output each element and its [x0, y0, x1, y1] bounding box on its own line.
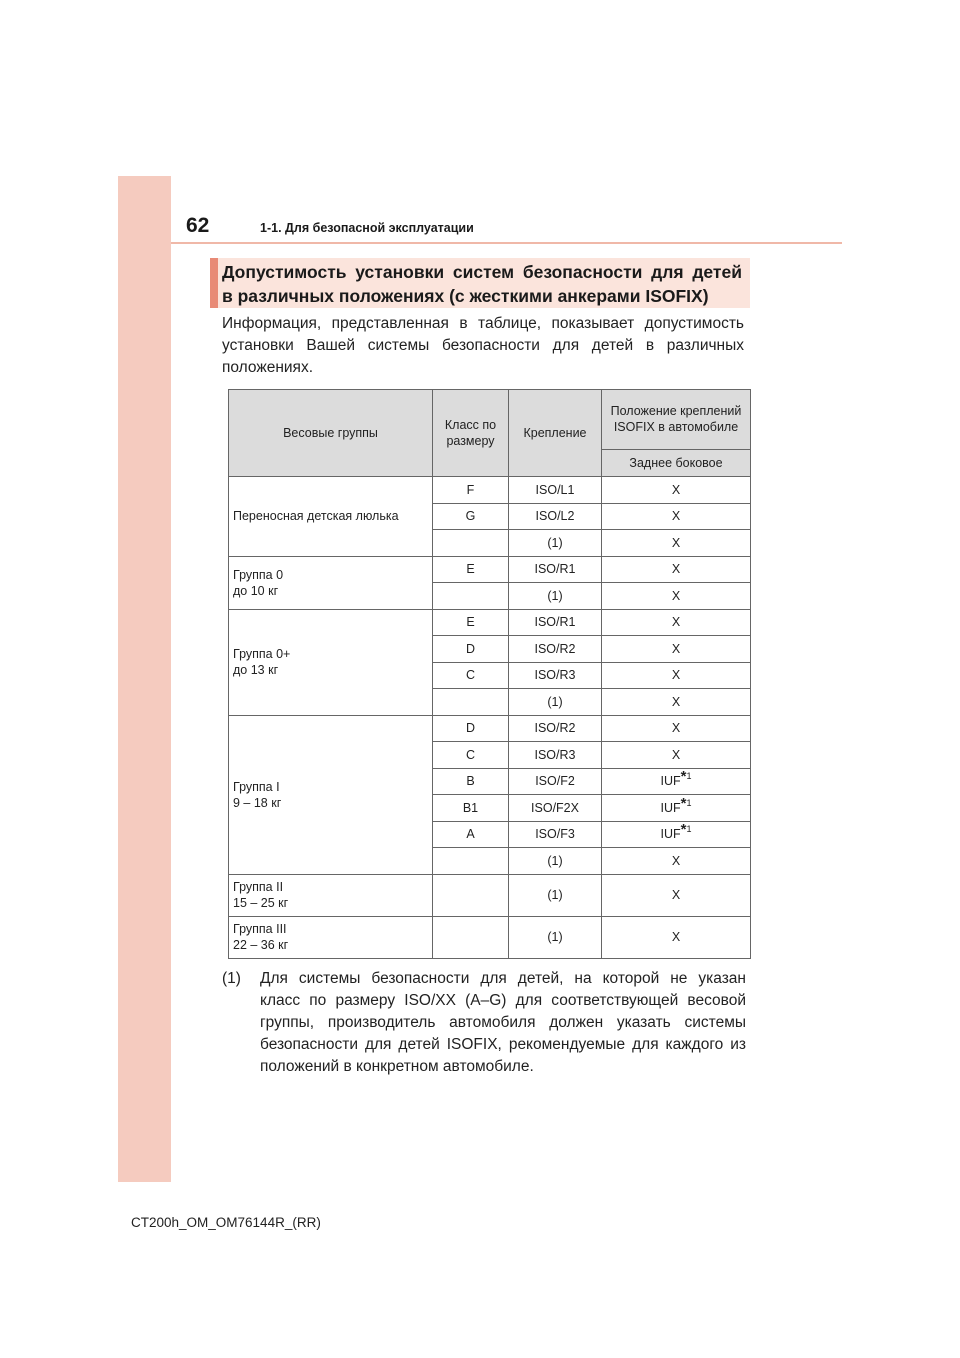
footnote-line: группы, производитель автомобиля должен указать системы	[260, 1014, 746, 1031]
position-value: X	[671, 509, 681, 524]
fixture-cell: ISO/L2	[509, 503, 602, 530]
position-value: IUF	[660, 800, 681, 815]
fixture-cell: ISO/R1	[509, 556, 602, 583]
position-value: X	[671, 721, 681, 736]
weight-group-label: Группа I	[233, 779, 280, 794]
footnote-asterisk: *	[680, 821, 687, 839]
size-class-cell: D	[433, 636, 509, 663]
position-value-cell	[602, 477, 751, 504]
position-value-cell	[602, 662, 751, 689]
weight-group-range: до 10 кг	[233, 583, 279, 598]
intro-line: установки Вашей системы безопасности для детей в различных	[222, 337, 744, 354]
size-class-cell: D	[433, 715, 509, 742]
section-title	[222, 260, 742, 308]
header-isofix-position: Положение креплений ISOFIX в автомобиле	[602, 390, 751, 450]
header-weight-groups: Весовые группы	[229, 390, 433, 477]
footnote-line: класс по размеру ISO/XX (A–G) для соответствующей весовой	[260, 992, 746, 1009]
table-row	[229, 609, 751, 636]
size-class-cell	[433, 530, 509, 557]
footnote-ref-number: 1	[686, 797, 692, 808]
weight-group-range: 9 – 18 кг	[233, 795, 282, 810]
footnote-asterisk: *	[680, 768, 687, 786]
size-class-cell: G	[433, 503, 509, 530]
document-code: CT200h_OM_OM76144R_(RR)	[131, 1215, 321, 1230]
position-value: X	[671, 747, 681, 762]
position-value: X	[671, 668, 681, 683]
isofix-compatibility-table	[228, 389, 751, 959]
page-side-tab	[118, 176, 171, 1182]
fixture-cell: (1)	[509, 583, 602, 610]
table-row	[229, 556, 751, 583]
position-value: X	[671, 641, 681, 656]
size-class-cell: C	[433, 662, 509, 689]
fixture-cell: ISO/R2	[509, 636, 602, 663]
weight-group-label: Группа III	[233, 922, 287, 936]
fixture-cell: (1)	[509, 916, 602, 958]
section-title-line1: Допустимость установки систем безопасности для детей	[222, 262, 742, 282]
header-fixture: Крепление	[509, 390, 602, 477]
weight-group-cell	[229, 715, 433, 874]
footnote-marker: (1)	[222, 970, 241, 987]
weight-group-cell	[229, 556, 433, 609]
header-rear-side: Заднее боковое	[602, 449, 751, 476]
weight-group-cell	[229, 609, 433, 715]
size-class-cell: E	[433, 556, 509, 583]
position-value: X	[671, 615, 681, 630]
fixture-cell: ISO/F2X	[509, 795, 602, 822]
table-row	[229, 874, 751, 916]
position-value-cell	[602, 768, 751, 795]
fixture-cell: ISO/F2	[509, 768, 602, 795]
position-value: X	[671, 930, 681, 944]
weight-group-label: Переносная детская люлька	[233, 509, 399, 524]
intro-line: положениях.	[222, 359, 313, 376]
position-value-cell	[602, 916, 751, 958]
position-value-cell	[602, 609, 751, 636]
fixture-cell: ISO/R3	[509, 742, 602, 769]
size-class-cell: E	[433, 609, 509, 636]
header-divider	[171, 242, 842, 244]
position-value: IUF	[660, 774, 681, 789]
position-value-cell	[602, 530, 751, 557]
position-value-cell	[602, 795, 751, 822]
position-value-cell	[602, 583, 751, 610]
size-class-cell: B	[433, 768, 509, 795]
position-value-cell	[602, 874, 751, 916]
table-row	[229, 715, 751, 742]
size-class-cell	[433, 848, 509, 875]
size-class-cell: F	[433, 477, 509, 504]
position-value: IUF	[660, 827, 681, 842]
position-value: X	[671, 588, 681, 603]
weight-group-range: до 13 кг	[233, 663, 279, 677]
fixture-cell: (1)	[509, 689, 602, 716]
position-value-cell	[602, 636, 751, 663]
table-row	[229, 477, 751, 504]
fixture-cell: (1)	[509, 530, 602, 557]
size-class-cell: C	[433, 742, 509, 769]
footnote-line: Для системы безопасности для детей, на которой не указан	[260, 970, 746, 987]
position-value-cell	[602, 821, 751, 848]
fixture-cell: ISO/R2	[509, 715, 602, 742]
position-value: X	[671, 482, 681, 497]
size-class-cell: A	[433, 821, 509, 848]
fixture-cell: ISO/R3	[509, 662, 602, 689]
size-class-cell	[433, 874, 509, 916]
position-value-cell	[602, 556, 751, 583]
section-title-accent	[210, 258, 218, 308]
position-value-cell	[602, 715, 751, 742]
intro-line: Информация, представленная в таблице, показывает допустимость	[222, 315, 744, 332]
footnote-line: положений в конкретном автомобиле.	[260, 1058, 534, 1075]
position-value: X	[671, 535, 681, 550]
fixture-cell: ISO/L1	[509, 477, 602, 504]
section-title-line2: в различных положениях (с жесткими анкерами ISOFIX)	[222, 286, 709, 306]
weight-group-cell	[229, 916, 433, 958]
weight-group-label: Группа II	[233, 880, 284, 894]
position-value-cell	[602, 689, 751, 716]
size-class-cell	[433, 689, 509, 716]
footnote-line: безопасности для детей ISOFIX, рекомендуемые для каждого из	[260, 1036, 746, 1053]
footnote-asterisk: *	[680, 794, 687, 812]
position-value: X	[671, 694, 681, 709]
weight-group-label: Группа 0+	[233, 647, 291, 661]
position-value: X	[671, 888, 681, 902]
weight-group-cell	[229, 477, 433, 557]
position-value: X	[671, 853, 681, 868]
footnote	[222, 968, 746, 1078]
table-row	[229, 916, 751, 958]
header-size-class: Класс по размеру	[433, 390, 509, 477]
position-value: X	[671, 562, 681, 577]
chapter-title: 1-1. Для безопасной эксплуатации	[260, 221, 474, 235]
page-number: 62	[186, 214, 210, 237]
weight-group-cell	[229, 874, 433, 916]
fixture-cell: (1)	[509, 848, 602, 875]
weight-group-label: Группа 0	[233, 567, 284, 582]
position-value-cell	[602, 503, 751, 530]
weight-group-range: 22 – 36 кг	[233, 938, 289, 952]
size-class-cell: B1	[433, 795, 509, 822]
footnote-ref-number: 1	[686, 824, 692, 835]
fixture-cell: ISO/F3	[509, 821, 602, 848]
position-value-cell	[602, 848, 751, 875]
position-value-cell	[602, 742, 751, 769]
fixture-cell: ISO/R1	[509, 609, 602, 636]
intro-paragraph	[222, 313, 744, 379]
weight-group-range: 15 – 25 кг	[233, 896, 289, 910]
size-class-cell	[433, 916, 509, 958]
size-class-cell	[433, 583, 509, 610]
fixture-cell: (1)	[509, 874, 602, 916]
footnote-ref-number: 1	[686, 771, 692, 782]
